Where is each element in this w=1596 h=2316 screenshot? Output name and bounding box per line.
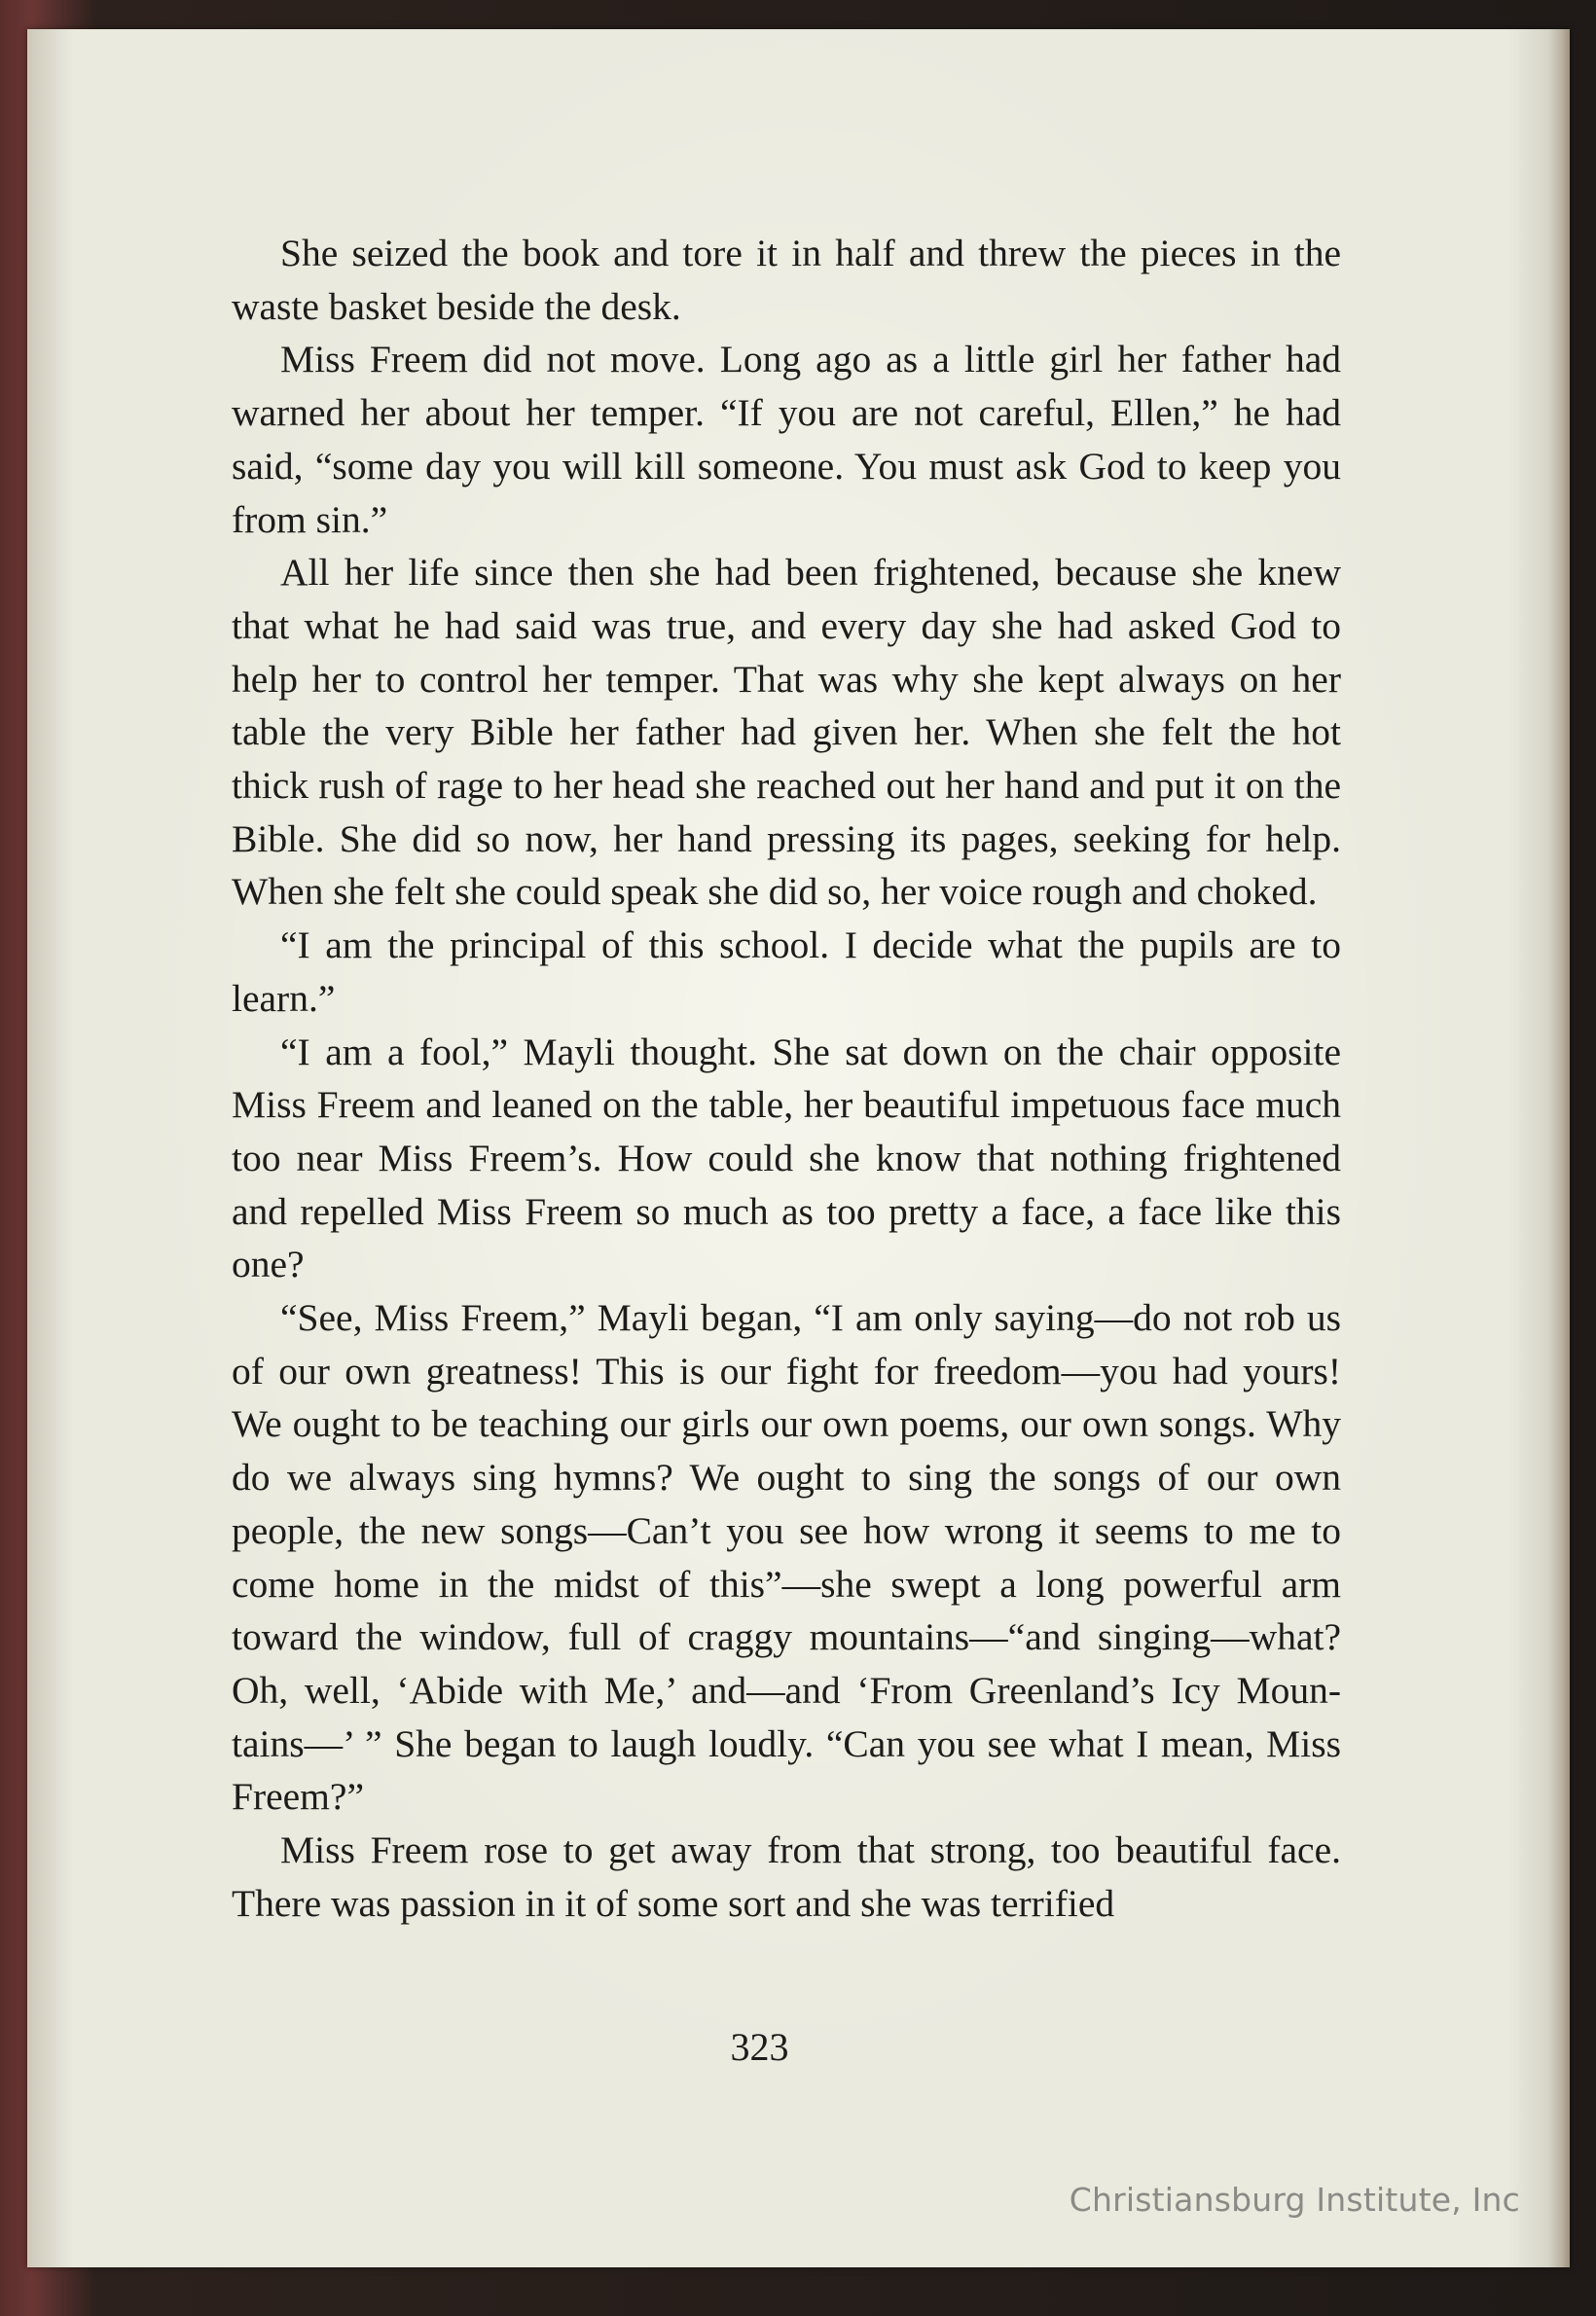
book-page — [27, 29, 1570, 2267]
page-number: 323 — [730, 2025, 789, 2069]
body-text — [232, 227, 1341, 1931]
paragraph: She seized the book and tore it in half and threw the pieces in the waste basket beside the desk. — [232, 232, 1341, 328]
paragraph: “See, Miss Freem,” Mayli began, “I am only saying—do not rob us of our own greatness! This is our fight for freedom—you had yours! We ought to be teaching our girls our own poems, our own songs. Why do we always sing hymns? We ought to sing the songs of our own people, the new songs—Can’t you see how wrong it seems to me to come home in the midst of this”—she swept a long powerful arm toward the window, full of craggy mountains—“and singing—what? Oh, well, ‘Abide with Me,’ and—and ‘From Greenland’s Icy Mountains—’ ” She began to laugh loudly. “Can you see what I mean, Miss Freem?” — [232, 1296, 1341, 1819]
paragraph: Miss Freem did not move. Long ago as a little girl her father had warned her about her temper. “If you are not careful, Ellen,” he had said, “some day you will kill someone. You must ask God to keep you from sin.” — [232, 338, 1341, 541]
watermark: Christiansburg Institute, Inc — [1069, 2181, 1520, 2219]
paragraph: All her life since then she had been frightened, because she knew that what he had said was true, and every day she had asked God to help her to control her temper. That was why she kept always on her table the very Bible her father had given her. When she felt the hot thick rush of rage to her head she reached out her hand and put it on the Bible. She did so now, her hand pressing its pages, seeking for help. When she felt she could speak she did so, her voice rough and choked. — [232, 551, 1341, 914]
paragraph: “I am the principal of this school. I decide what the pupils are to learn.” — [232, 923, 1341, 1020]
page-edge — [1548, 29, 1570, 2267]
paragraph: “I am a fool,” Mayli thought. She sat down on the chair opposite Miss Freem and leaned on the table, her beautiful impetuous face much too near Miss Freem’s. How could she know that nothing frightened and repelled Miss Freem so much as too pretty a face, a face like this one? — [232, 1030, 1341, 1286]
paragraph: Miss Freem rose to get away from that strong, too beautiful face. There was passion in it of some sort and she was terrified — [232, 1828, 1341, 1925]
